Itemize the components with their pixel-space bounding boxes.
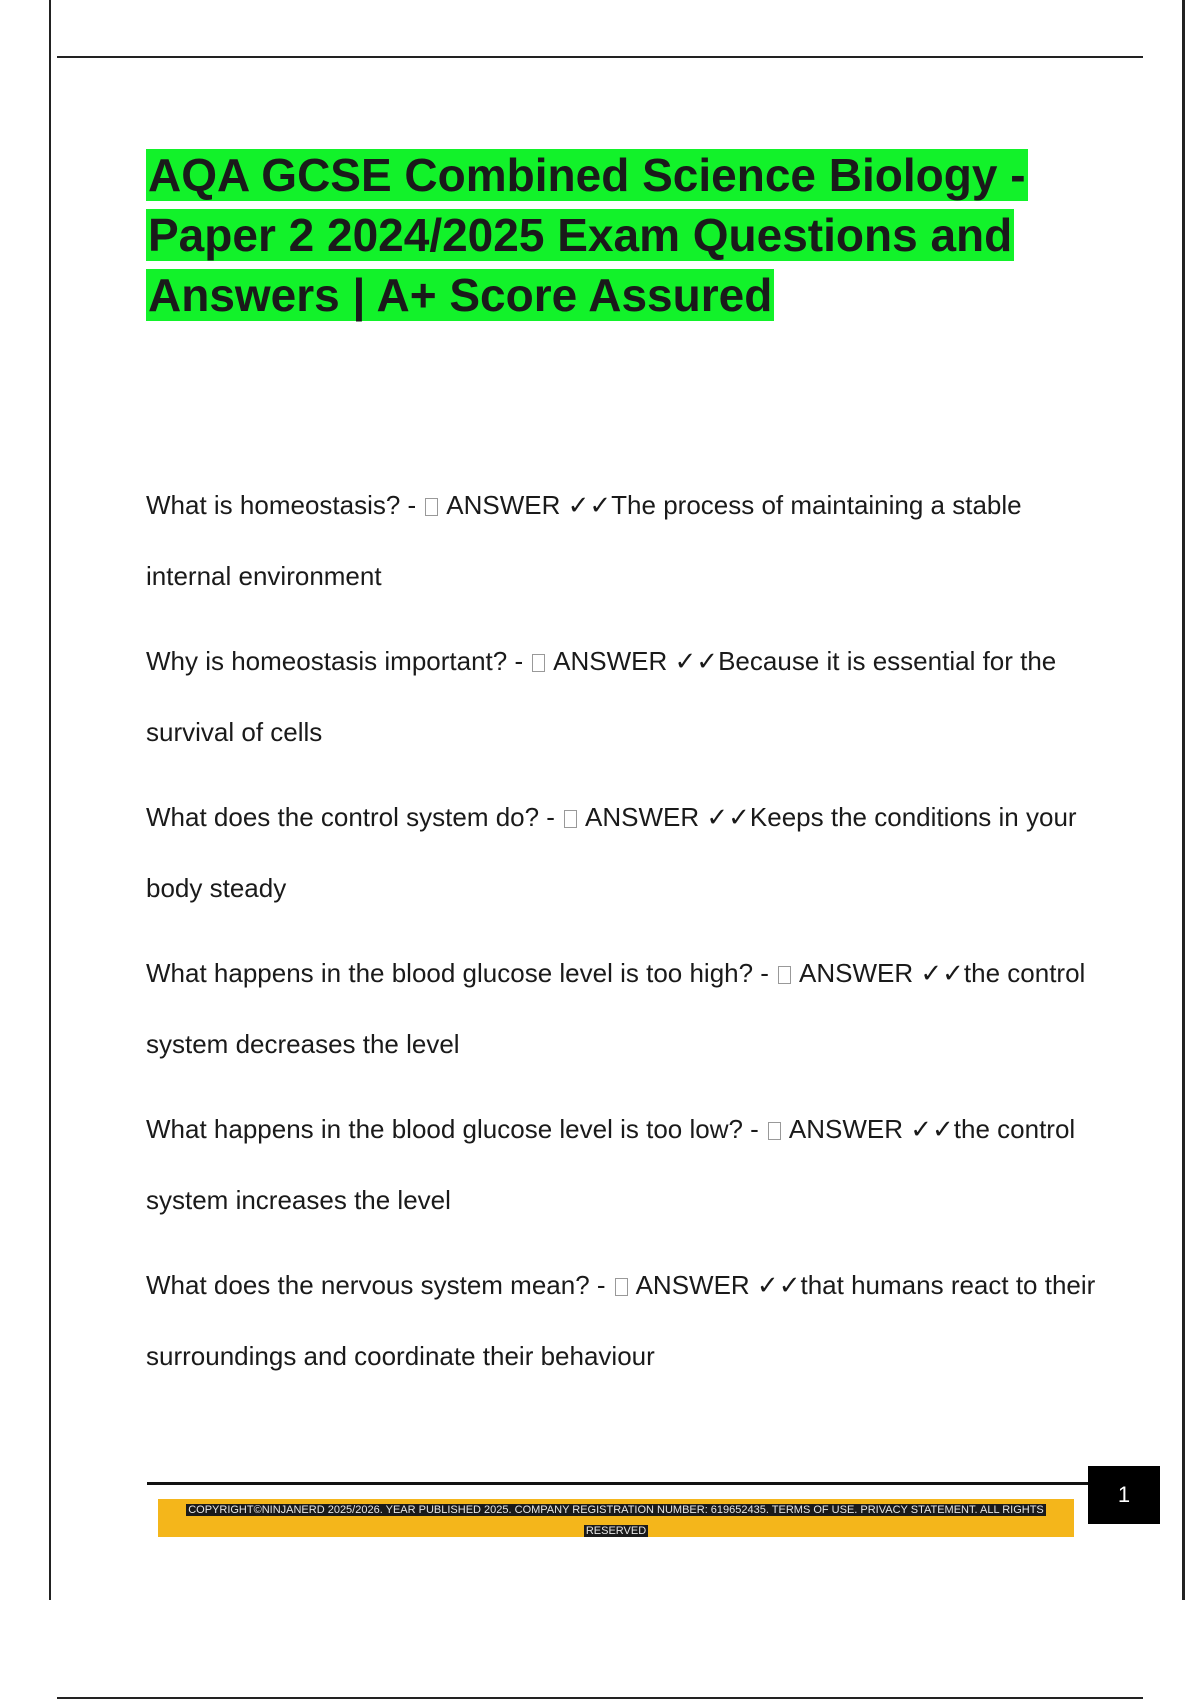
qa-list bbox=[146, 470, 1096, 1406]
answer-text: that humans react to their surroundings and coordinate their behaviour bbox=[146, 1270, 1096, 1371]
qa-item bbox=[146, 1094, 1096, 1236]
copyright-text: COPYRIGHT©NINJANERD 2025/2026. YEAR PUBLISHED 2025. COMPANY REGISTRATION NUMBER: 619652435. TERMS OF USE. PRIVACY STATEMENT. ALL RIGHTS RESERVED bbox=[188, 1504, 1044, 1537]
page-border-left bbox=[49, 0, 51, 1600]
missing-glyph-icon bbox=[425, 498, 438, 516]
answer-marker: ANSWER ✓✓ bbox=[585, 802, 750, 832]
qa-item bbox=[146, 938, 1096, 1080]
question-text: Why is homeostasis important? - bbox=[146, 646, 524, 676]
answer-text: the control system increases the level bbox=[146, 1114, 1076, 1215]
answer-text: Because it is essential for the survival of cells bbox=[146, 646, 1057, 747]
answer-marker: ANSWER ✓✓ bbox=[635, 1270, 801, 1300]
question-text: What happens in the blood glucose level is too high? - bbox=[146, 958, 769, 988]
answer-marker: ANSWER ✓✓ bbox=[446, 490, 612, 520]
document-title bbox=[146, 145, 1086, 325]
answer-text: The process of maintaining a stable internal environment bbox=[146, 490, 1022, 591]
missing-glyph-icon bbox=[532, 654, 545, 672]
title-block bbox=[146, 145, 1086, 325]
page-bottom-rule bbox=[57, 1697, 1143, 1699]
question-text: What is homeostasis? - bbox=[146, 490, 417, 520]
answer-text: Keeps the conditions in your body steady bbox=[146, 802, 1077, 903]
qa-item bbox=[146, 470, 1096, 612]
answer-marker: ANSWER ✓✓ bbox=[788, 1114, 954, 1144]
footer-rule bbox=[147, 1482, 1090, 1485]
missing-glyph-icon bbox=[778, 966, 791, 984]
page-number: 1 bbox=[1088, 1466, 1160, 1524]
question-text: What does the control system do? - bbox=[146, 802, 555, 832]
header-rule bbox=[57, 56, 1143, 58]
qa-item bbox=[146, 782, 1096, 924]
missing-glyph-icon bbox=[768, 1122, 781, 1140]
answer-text: the control system decreases the level bbox=[146, 958, 1086, 1059]
qa-item bbox=[146, 1250, 1096, 1392]
question-text: What happens in the blood glucose level is too low? - bbox=[146, 1114, 759, 1144]
answer-marker: ANSWER ✓✓ bbox=[553, 646, 719, 676]
qa-item bbox=[146, 626, 1096, 768]
missing-glyph-icon bbox=[615, 1278, 628, 1296]
missing-glyph-icon bbox=[564, 810, 577, 828]
document-title-text: AQA GCSE Combined Science Biology - Paper 2 2024/2025 Exam Questions and Answers | A+ Score Assured bbox=[148, 149, 1026, 321]
answer-marker: ANSWER ✓✓ bbox=[799, 958, 964, 988]
copyright-band bbox=[158, 1499, 1074, 1537]
page-border-right bbox=[1182, 0, 1185, 1600]
question-text: What does the nervous system mean? - bbox=[146, 1270, 606, 1300]
